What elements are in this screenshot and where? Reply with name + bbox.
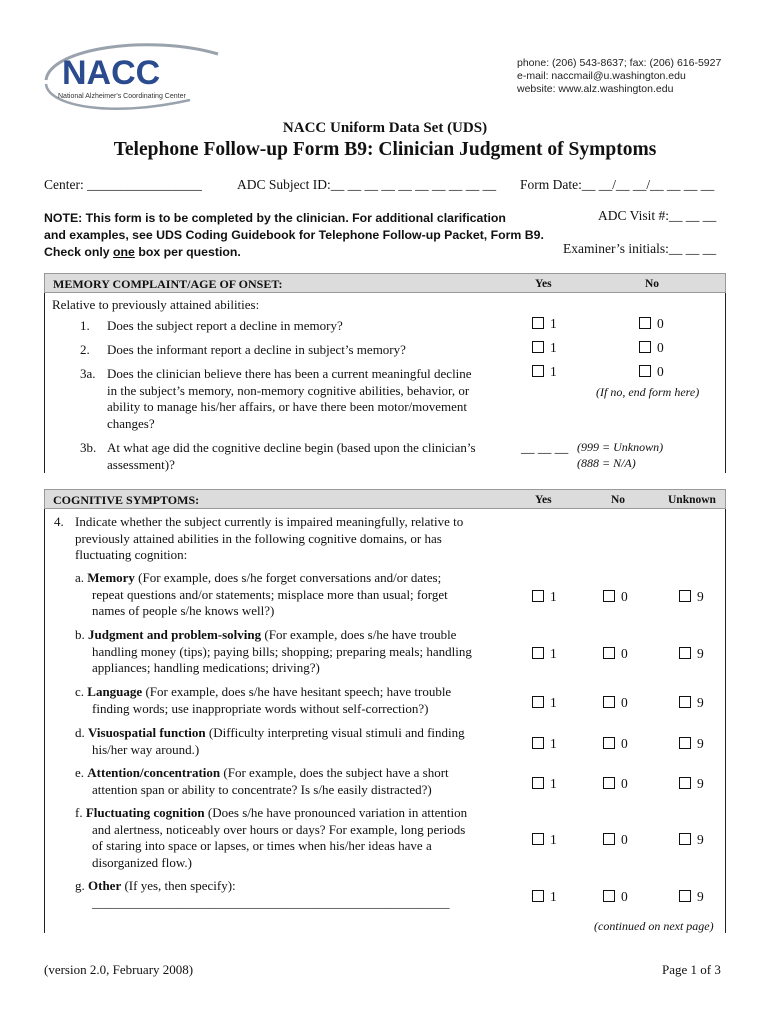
cognitive-item-text: e. Attention/concentration (For example, does the subject have a short attention span or ability to concentrate? Is s/he easily distracted?): [75, 765, 449, 797]
q2-no-checkbox[interactable]: 0: [639, 340, 664, 356]
note-line-3: Check only one box per question.: [44, 245, 241, 259]
subject-id-field[interactable]: ADC Subject ID:__ __ __ __ __ __ __ __ __ __: [237, 177, 497, 192]
cognitive-col-yes: Yes: [535, 494, 552, 506]
q3b-code-unknown: (999 = Unknown): [577, 440, 664, 454]
cognitive-item-text: c. Language (For example, does s/he have hesitant speech; have trouble finding words; use inappropriate words without self-correction?): [75, 684, 452, 716]
memory-section-title: MEMORY COMPLAINT/AGE OF ONSET:: [53, 277, 283, 291]
item-unknown-checkbox[interactable]: 9: [679, 776, 704, 792]
item-unknown-checkbox[interactable]: 9: [679, 695, 704, 711]
note-line-2: and examples, see UDS Coding Guidebook for Telephone Follow-up Packet, Form B9.: [44, 228, 544, 242]
page-number: Page 1 of 3: [662, 962, 721, 977]
contact-info: [517, 57, 721, 96]
form-date-field[interactable]: Form Date:__ __/__ __/__ __ __ __: [520, 177, 715, 192]
cognitive-col-unknown: Unknown: [668, 494, 716, 506]
item-yes-checkbox[interactable]: 1: [532, 646, 557, 662]
item-yes-checkbox[interactable]: 1: [532, 736, 557, 752]
cognitive-section-header: [44, 489, 726, 509]
cognitive-item-text: b. Judgment and problem-solving (For example, does s/he have trouble handling money (tips); paying bills; shopping; preparing meals; handling appliances; handling medications; driving?): [75, 627, 472, 675]
question-1: Does the subject report a decline in memory?: [107, 318, 343, 333]
question-3a: Does the clinician believe there has been a current meaningful decline in the subject’s memory, non-memory cognitive abilities, behavior, or ability to manage his/her affairs, or have there been motor/movement changes?: [107, 366, 472, 431]
item-no-checkbox[interactable]: 0: [603, 695, 628, 711]
cognitive-item-text: f. Fluctuating cognition (Does s/he have pronounced variation in attention and alertness, noticeably over hours or days? For example, long periods of staring into space or lapses, or times when his/her ideas have a disorganized flow.): [75, 805, 468, 870]
q2-yes-checkbox[interactable]: 1: [532, 340, 557, 356]
item-no-checkbox[interactable]: 0: [603, 776, 628, 792]
cognitive-item-text: a. Memory (For example, does s/he forget conversations and/or dates; repeat questions and/or statements; misplace more than usual; forget names of people s/he knows well?): [75, 570, 448, 618]
item-no-checkbox[interactable]: 0: [603, 646, 628, 662]
cognitive-item-text: d. Visuospatial function (Difficulty interpreting visual stimuli and finding his/her way around.): [75, 725, 465, 757]
question-3b: At what age did the cognitive decline begin (based upon the clinician’s assessment)?: [107, 440, 476, 472]
q3b-age-field[interactable]: __ __ __: [521, 440, 569, 455]
item-unknown-checkbox[interactable]: 9: [679, 889, 704, 905]
item-yes-checkbox[interactable]: 1: [532, 776, 557, 792]
continued-note: (continued on next page): [594, 919, 714, 933]
item-unknown-checkbox[interactable]: 9: [679, 589, 704, 605]
cognitive-item-text: g. Other (If yes, then specify): _______________________________________________________: [75, 878, 450, 910]
nacc-logo: [40, 40, 230, 114]
item-no-checkbox[interactable]: 0: [603, 832, 628, 848]
q3b-code-na: (888 = N/A): [577, 456, 636, 470]
note-line-1: NOTE: This form is to be completed by the clinician. For additional clarification: [44, 211, 506, 225]
q3a-end-note: (If no, end form here): [596, 385, 700, 399]
question-2: Does the informant report a decline in subject’s memory?: [107, 342, 406, 357]
examiner-initials-field[interactable]: Examiner’s initials:__ __ __: [563, 241, 717, 256]
instructions-note: [44, 210, 544, 261]
q3a-no-checkbox[interactable]: 0: [639, 364, 664, 380]
uds-title: NACC Uniform Data Set (UDS): [282, 120, 488, 136]
item-unknown-checkbox[interactable]: 9: [679, 832, 704, 848]
version-footer: (version 2.0, February 2008): [44, 962, 194, 977]
memory-intro: Relative to previously attained abilities:: [52, 297, 260, 312]
center-field[interactable]: Center: _________________: [44, 177, 202, 192]
memory-col-yes: Yes: [535, 278, 552, 290]
item-yes-checkbox[interactable]: 1: [532, 832, 557, 848]
q1-no-checkbox[interactable]: 0: [639, 316, 664, 332]
question-4: Indicate whether the subject currently is impaired meaningfully, relative to previously attained abilities in the following cognitive domains, or has fluctuating cognition:: [75, 514, 464, 562]
memory-section-header: [44, 273, 726, 293]
item-no-checkbox[interactable]: 0: [603, 889, 628, 905]
item-no-checkbox[interactable]: 0: [603, 589, 628, 605]
item-unknown-checkbox[interactable]: 9: [679, 736, 704, 752]
item-unknown-checkbox[interactable]: 9: [679, 646, 704, 662]
q1-yes-checkbox[interactable]: 1: [532, 316, 557, 332]
item-no-checkbox[interactable]: 0: [603, 736, 628, 752]
logo-wordmark: NACC: [62, 54, 161, 92]
item-yes-checkbox[interactable]: 1: [532, 695, 557, 711]
cognitive-section-title: COGNITIVE SYMPTOMS:: [53, 493, 200, 507]
logo-subtitle: National Alzheimer's Coordinating Center: [58, 93, 186, 100]
q3a-yes-checkbox[interactable]: 1: [532, 364, 557, 380]
contact-phone: phone: (206) 543-8637; fax: (206) 616-5927: [517, 57, 722, 69]
contact-email: e-mail: naccmail@u.washington.edu: [517, 70, 686, 82]
memory-col-no: No: [645, 278, 660, 290]
form-title: Telephone Follow-up Form B9: Clinician Judgment of Symptoms: [113, 139, 657, 160]
item-yes-checkbox[interactable]: 1: [532, 589, 557, 605]
visit-number-field[interactable]: ADC Visit #:__ __ __: [598, 208, 717, 223]
item-yes-checkbox[interactable]: 1: [532, 889, 557, 905]
contact-website: website: www.alz.washington.edu: [517, 83, 674, 95]
cognitive-col-no: No: [611, 494, 626, 506]
